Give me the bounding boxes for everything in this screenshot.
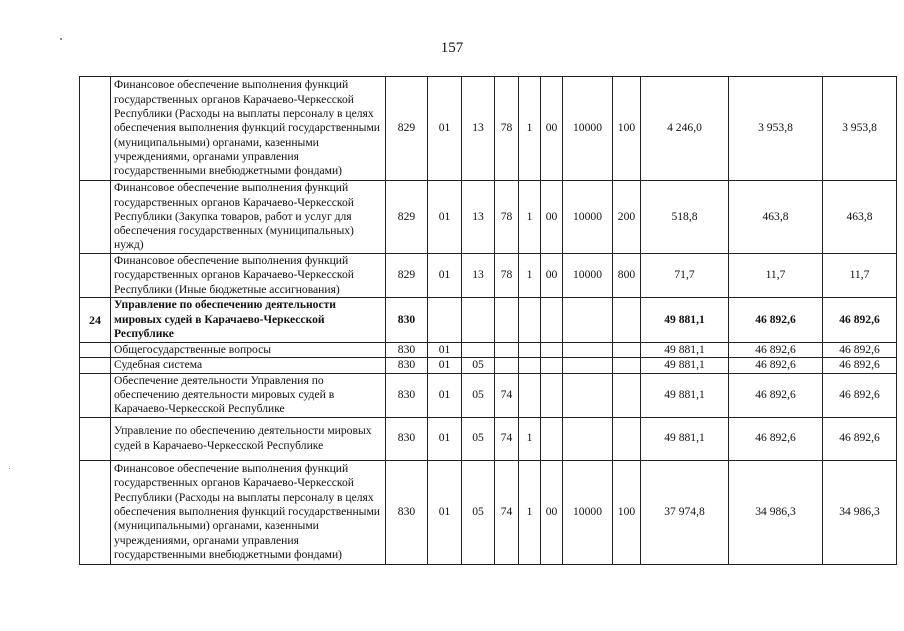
code-expense-type: 100 — [613, 77, 641, 181]
code-target-3 — [541, 297, 563, 342]
table-row — [80, 417, 897, 460]
code-expense-type: 100 — [613, 460, 641, 564]
table-row — [80, 254, 897, 298]
code-subsection — [462, 297, 495, 342]
row-number — [80, 417, 111, 460]
code-subsection: 05 — [462, 460, 495, 564]
code-target-1: 74 — [495, 460, 519, 564]
code-target-2: 1 — [519, 77, 541, 181]
code-target-3 — [541, 373, 563, 417]
amount-year-3: 46 892,6 — [823, 373, 897, 417]
code-section: 01 — [428, 417, 462, 460]
code-ved: 830 — [386, 417, 428, 460]
budget-table — [79, 76, 897, 565]
amount-year-1: 4 246,0 — [641, 77, 729, 181]
amount-year-3: 46 892,6 — [823, 342, 897, 357]
code-target-4: 10000 — [563, 254, 613, 298]
code-section: 01 — [428, 358, 462, 373]
code-target-1: 74 — [495, 417, 519, 460]
code-section: 01 — [428, 373, 462, 417]
table-row — [80, 342, 897, 357]
code-target-4 — [563, 417, 613, 460]
table-row — [80, 358, 897, 373]
amount-year-2: 11,7 — [729, 254, 823, 298]
item-name: Финансовое обеспечение выполнения функций государственных органов Карачаево-Черкесской Республики (Расходы на выплаты персоналу в целях обеспечения выполнения функций государственными (муниципальными) органами, казенными учреждениями, органами управления государственными внебюджетными фондами) — [111, 77, 386, 181]
code-target-3: 00 — [541, 181, 563, 254]
code-target-2 — [519, 358, 541, 373]
code-target-2: 1 — [519, 460, 541, 564]
amount-year-3: 463,8 — [823, 181, 897, 254]
code-ved: 829 — [386, 181, 428, 254]
code-ved: 830 — [386, 460, 428, 564]
amount-year-1: 49 881,1 — [641, 342, 729, 357]
item-name: Обеспечение деятельности Управления по обеспечению деятельности мировых судей в Карачаево-Черкесской Республике — [111, 373, 386, 417]
code-target-3: 00 — [541, 254, 563, 298]
code-target-4 — [563, 342, 613, 357]
amount-year-1: 71,7 — [641, 254, 729, 298]
code-target-4: 10000 — [563, 460, 613, 564]
table-row — [80, 77, 897, 181]
amount-year-2: 46 892,6 — [729, 417, 823, 460]
table-row — [80, 373, 897, 417]
amount-year-2: 46 892,6 — [729, 342, 823, 357]
table-row — [80, 181, 897, 254]
row-number — [80, 373, 111, 417]
code-ved: 830 — [386, 358, 428, 373]
code-target-3 — [541, 342, 563, 357]
row-number — [80, 254, 111, 298]
item-name: Управление по обеспечению деятельности мировых судей в Карачаево-Черкесской Республике — [111, 417, 386, 460]
table-row — [80, 297, 897, 342]
item-name: Финансовое обеспечение выполнения функций государственных органов Карачаево-Черкесской Республики (Расходы на выплаты персоналу в целях обеспечения выполнения функций государственными (муниципальными) органами, казенными учреждениями, органами управления государственными внебюджетными фондами) — [111, 460, 386, 564]
amount-year-2: 46 892,6 — [729, 297, 823, 342]
code-expense-type — [613, 417, 641, 460]
code-section: 01 — [428, 77, 462, 181]
table-row — [80, 460, 897, 564]
code-target-2 — [519, 297, 541, 342]
code-section — [428, 297, 462, 342]
code-target-1: 78 — [495, 181, 519, 254]
amount-year-2: 463,8 — [729, 181, 823, 254]
code-subsection: 13 — [462, 181, 495, 254]
amount-year-3: 3 953,8 — [823, 77, 897, 181]
code-ved: 830 — [386, 342, 428, 357]
code-subsection: 05 — [462, 358, 495, 373]
amount-year-3: 46 892,6 — [823, 297, 897, 342]
item-name: Общегосударственные вопросы — [111, 342, 386, 357]
code-expense-type: 800 — [613, 254, 641, 298]
code-target-1 — [495, 358, 519, 373]
code-target-1: 78 — [495, 254, 519, 298]
code-ved: 830 — [386, 297, 428, 342]
code-ved: 829 — [386, 77, 428, 181]
amount-year-2: 46 892,6 — [729, 358, 823, 373]
code-target-2: 1 — [519, 181, 541, 254]
code-target-2: 1 — [519, 417, 541, 460]
code-subsection: 13 — [462, 77, 495, 181]
code-target-4: 10000 — [563, 77, 613, 181]
code-ved: 829 — [386, 254, 428, 298]
code-target-4: 10000 — [563, 181, 613, 254]
amount-year-1: 37 974,8 — [641, 460, 729, 564]
scan-speck — [60, 38, 62, 40]
amount-year-2: 46 892,6 — [729, 373, 823, 417]
row-number: 24 — [80, 297, 111, 342]
amount-year-1: 49 881,1 — [641, 358, 729, 373]
row-number — [80, 460, 111, 564]
amount-year-3: 46 892,6 — [823, 417, 897, 460]
code-subsection: 13 — [462, 254, 495, 298]
code-target-4 — [563, 358, 613, 373]
code-target-1: 74 — [495, 373, 519, 417]
code-target-3 — [541, 358, 563, 373]
code-section: 01 — [428, 254, 462, 298]
code-target-4 — [563, 297, 613, 342]
code-target-2: 1 — [519, 254, 541, 298]
amount-year-1: 49 881,1 — [641, 373, 729, 417]
page-number: 157 — [440, 40, 464, 56]
item-name: Финансовое обеспечение выполнения функций государственных органов Карачаево-Черкесской Республики (Иные бюджетные ассигнования) — [111, 254, 386, 298]
code-expense-type: 200 — [613, 181, 641, 254]
code-ved: 830 — [386, 373, 428, 417]
code-target-1: 78 — [495, 77, 519, 181]
code-target-1 — [495, 342, 519, 357]
code-expense-type — [613, 358, 641, 373]
code-target-1 — [495, 297, 519, 342]
code-expense-type — [613, 373, 641, 417]
code-section: 01 — [428, 181, 462, 254]
amount-year-1: 518,8 — [641, 181, 729, 254]
item-name: Управление по обеспечению деятельности мировых судей в Карачаево-Черкесской Республике — [111, 297, 386, 342]
amount-year-3: 46 892,6 — [823, 358, 897, 373]
amount-year-2: 3 953,8 — [729, 77, 823, 181]
amount-year-3: 34 986,3 — [823, 460, 897, 564]
amount-year-2: 34 986,3 — [729, 460, 823, 564]
amount-year-1: 49 881,1 — [641, 417, 729, 460]
code-target-2 — [519, 342, 541, 357]
code-target-2 — [519, 373, 541, 417]
item-name: Финансовое обеспечение выполнения функций государственных органов Карачаево-Черкесской Республики (Закупка товаров, работ и услуг для обеспечения государственных (муниципальных) нужд) — [111, 181, 386, 254]
amount-year-3: 11,7 — [823, 254, 897, 298]
row-number — [80, 181, 111, 254]
scan-speck — [9, 468, 10, 469]
item-name: Судебная система — [111, 358, 386, 373]
code-target-3: 00 — [541, 77, 563, 181]
row-number — [80, 342, 111, 357]
amount-year-1: 49 881,1 — [641, 297, 729, 342]
code-subsection: 05 — [462, 417, 495, 460]
code-target-3: 00 — [541, 460, 563, 564]
code-subsection: 05 — [462, 373, 495, 417]
row-number — [80, 77, 111, 181]
code-subsection — [462, 342, 495, 357]
code-expense-type — [613, 342, 641, 357]
row-number — [80, 358, 111, 373]
code-section: 01 — [428, 460, 462, 564]
code-expense-type — [613, 297, 641, 342]
code-target-3 — [541, 417, 563, 460]
code-section: 01 — [428, 342, 462, 357]
code-target-4 — [563, 373, 613, 417]
